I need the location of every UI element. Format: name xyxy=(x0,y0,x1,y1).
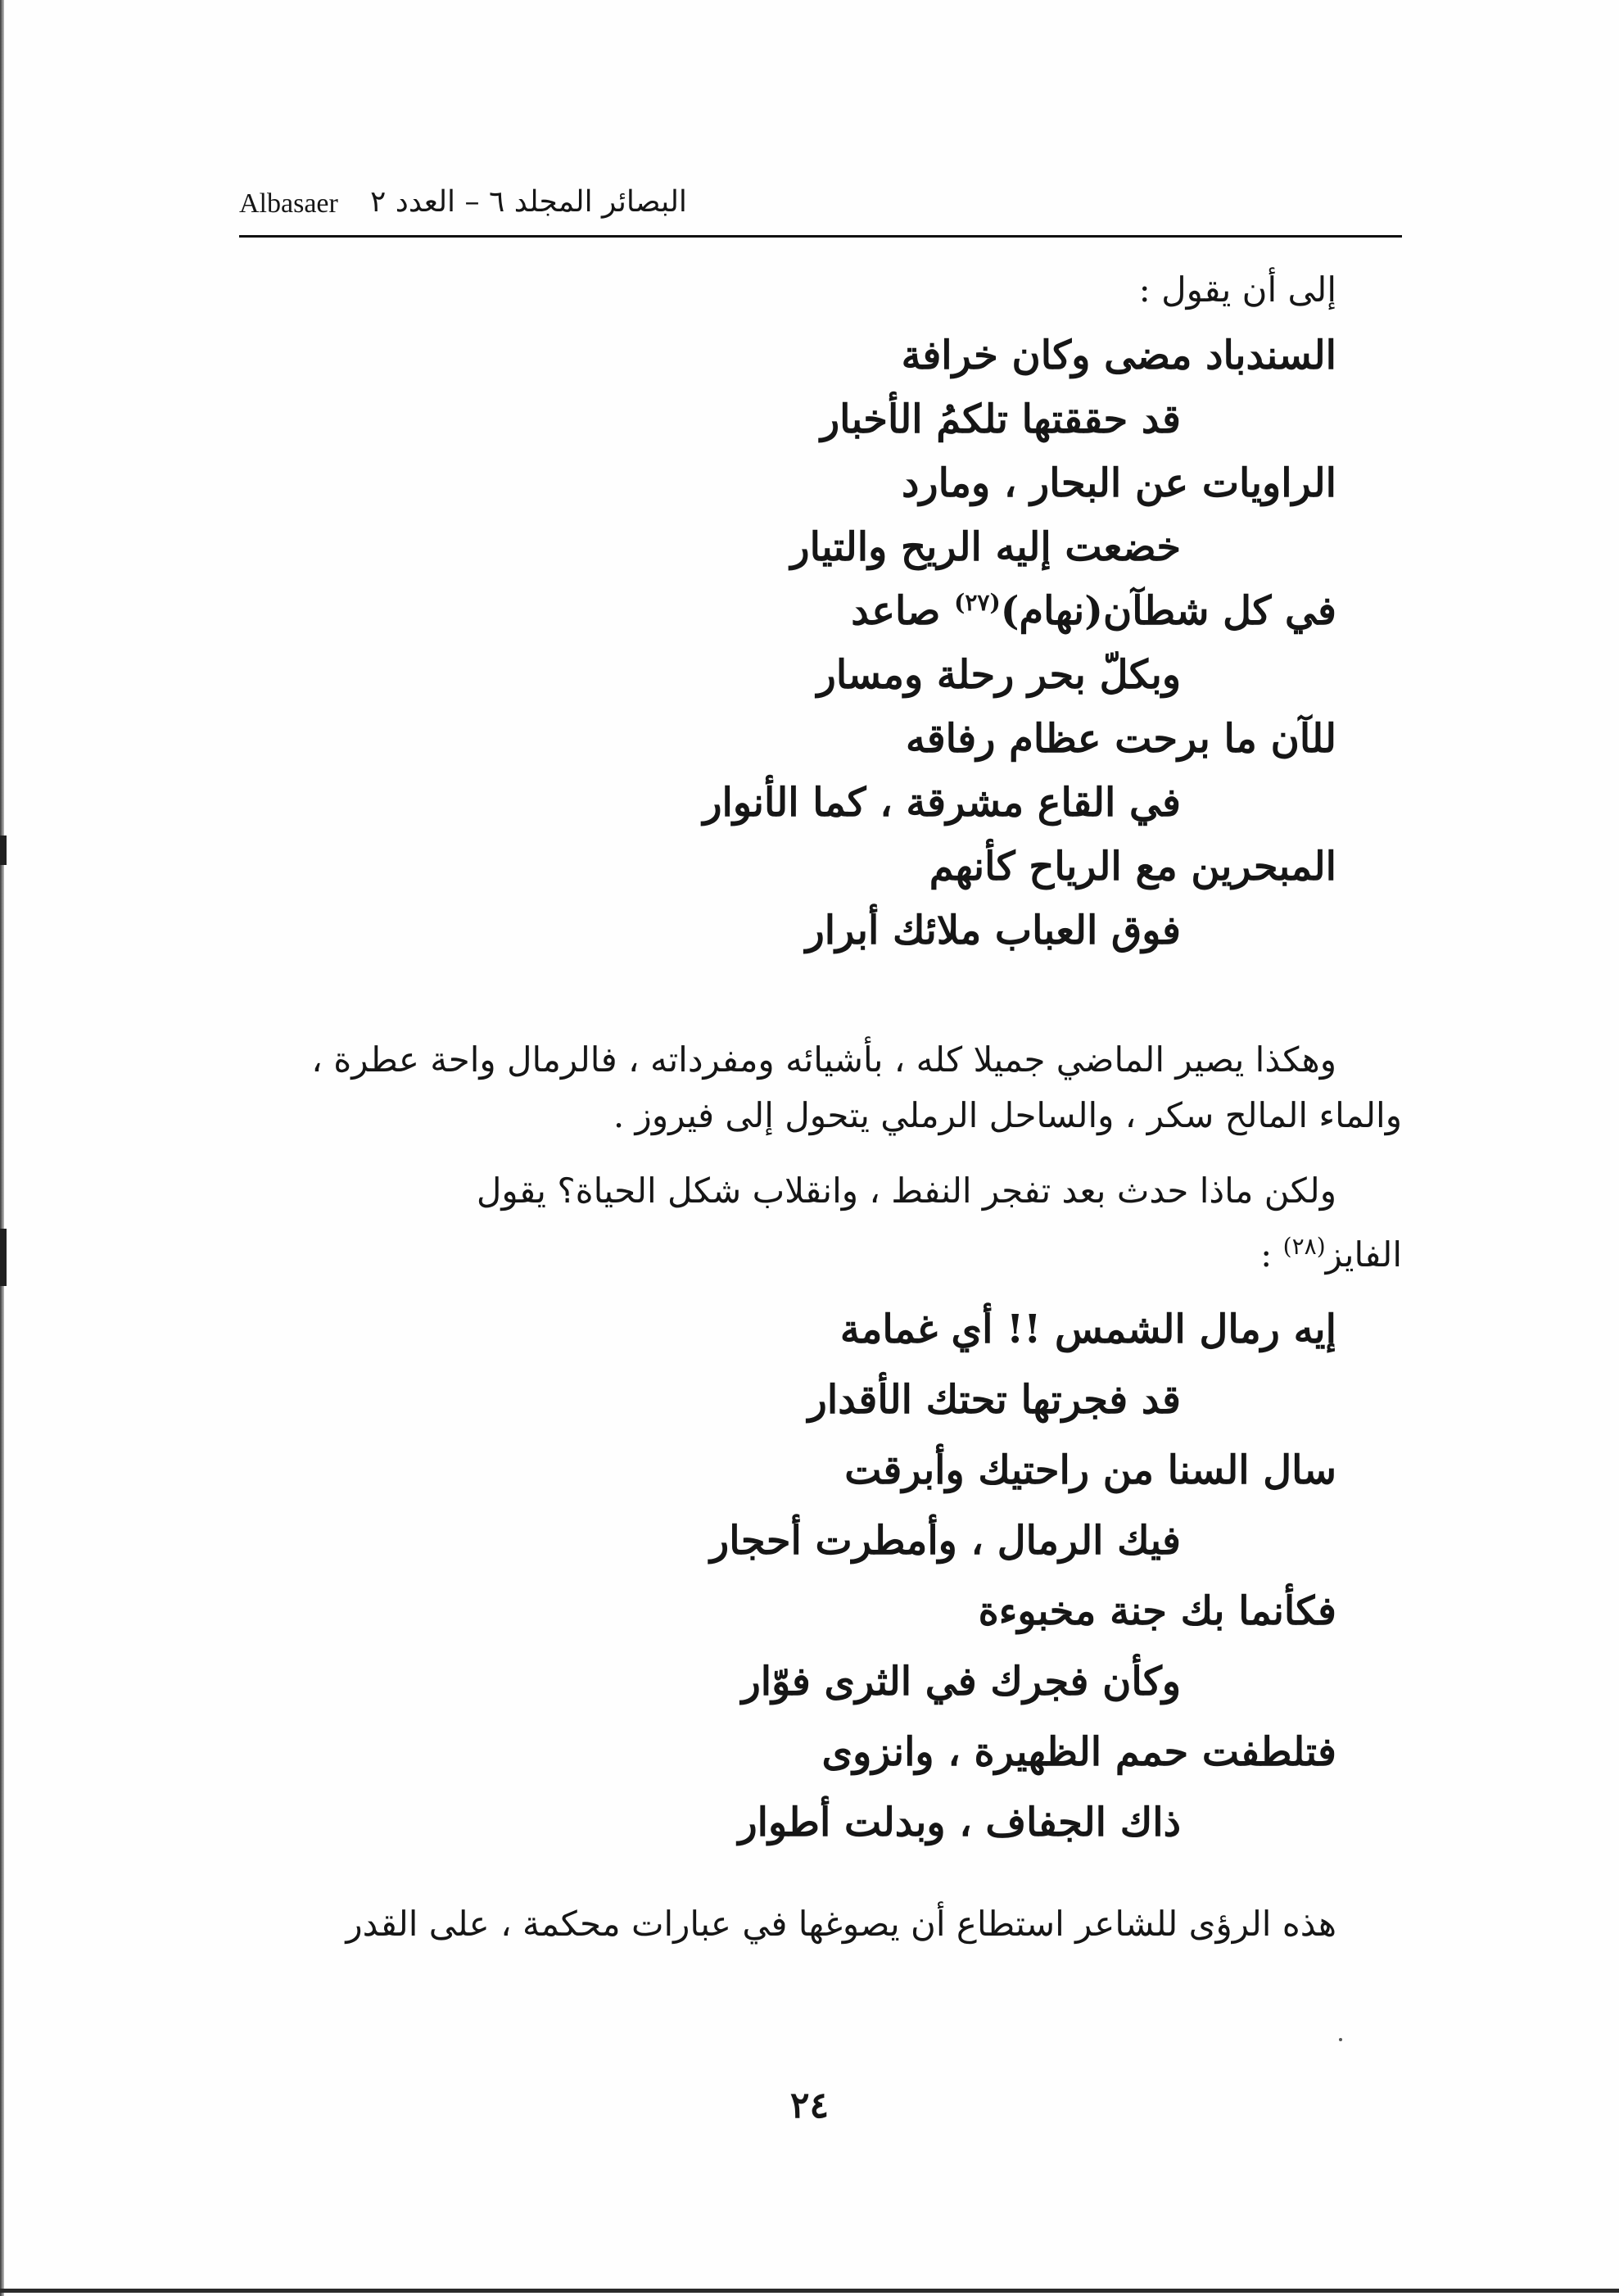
page-number: ٢٤ xyxy=(789,2085,830,2126)
scan-bottom-edge xyxy=(0,2289,1619,2293)
paragraph-two xyxy=(239,1163,1402,1283)
verse-text: صاعد xyxy=(851,588,941,634)
verse-line: قد حققتها تلكمُ الأخبار xyxy=(821,396,1181,442)
verse-line: فكأنما بك جنة مخبوءة xyxy=(978,1588,1336,1634)
verse-line-with-footnote xyxy=(851,588,1336,634)
verse-line: السندباد مضى وكان خرافة xyxy=(901,333,1336,378)
verse-line: خضعت إليه الريح والتيار xyxy=(790,524,1181,570)
scan-left-edge xyxy=(0,0,4,2296)
header-rule xyxy=(239,235,1402,238)
journal-latin-title: Albasaer xyxy=(239,188,338,219)
paragraph-line: والماء المالح سكر ، والساحل الرملي يتحول إلى فيروز . xyxy=(613,1095,1402,1135)
footnote-marker: (٢٧) xyxy=(954,589,1001,616)
paragraph-three xyxy=(239,1896,1402,1952)
verse-line: سال السنا من راحتيك وأبرقت xyxy=(844,1447,1336,1493)
verse-line: قد فجرتها تحتك الأقدار xyxy=(807,1377,1181,1423)
verse-line: وكأن فجرك في الثرى فوّار xyxy=(741,1659,1181,1705)
verse-line: ذاك الجفاف ، وبدلت أطوار xyxy=(738,1800,1181,1845)
scan-edge-mark xyxy=(0,836,7,865)
verse-line: الراويات عن البحار ، ومارد xyxy=(902,460,1336,506)
running-header xyxy=(239,182,1402,231)
paragraph-text: الفايز xyxy=(1325,1234,1402,1275)
verse-line: فوق العباب ملائك أبرار xyxy=(805,908,1181,953)
scan-speck xyxy=(1339,2038,1342,2041)
paragraph-line: ولكن ماذا حدث بعد تفجر النفط ، وانقلاب شكل الحياة؟ يقول xyxy=(476,1171,1336,1211)
verse-line: فيك الرمال ، وأمطرت أحجار xyxy=(710,1518,1181,1564)
verse-line: فتلطفت حمم الظهيرة ، وانزوى xyxy=(821,1729,1336,1775)
scan-edge-mark xyxy=(0,1229,7,1286)
footnote-marker: (٢٨) xyxy=(1282,1233,1326,1260)
paragraph-line: هذه الرؤى للشاعر استطاع أن يصوغها في عبارات محكمة ، على القدر xyxy=(346,1904,1336,1944)
paragraph-text: : xyxy=(1260,1234,1273,1275)
verse-text: في كل شطآن(نهام) xyxy=(1000,588,1336,634)
intro-line: إلى أن يقول : xyxy=(1138,269,1336,310)
verse-line: وبكلّ بحر رحلة ومسار xyxy=(816,652,1181,698)
paragraph-line: وهكذا يصير الماضي جميلا كله ، بأشيائه ومفرداته ، فالرمال واحة عطرة ، xyxy=(311,1039,1336,1080)
paragraph-one xyxy=(239,1032,1402,1143)
journal-arabic-title: البصائر المجلد ٦ – العدد ٢ xyxy=(370,185,687,219)
verse-line: المبحرين مع الرياح كأنهم xyxy=(929,844,1336,890)
verse-line: في القاع مشرقة ، كما الأنوار xyxy=(703,780,1181,826)
page-body xyxy=(239,262,1402,1944)
verse-line: إيه رمال الشمس !! أي غمامة xyxy=(839,1307,1336,1352)
verse-line: للآن ما برحت عظام رفاقه xyxy=(905,716,1336,762)
paragraph-line-with-footnote xyxy=(239,1219,1402,1283)
